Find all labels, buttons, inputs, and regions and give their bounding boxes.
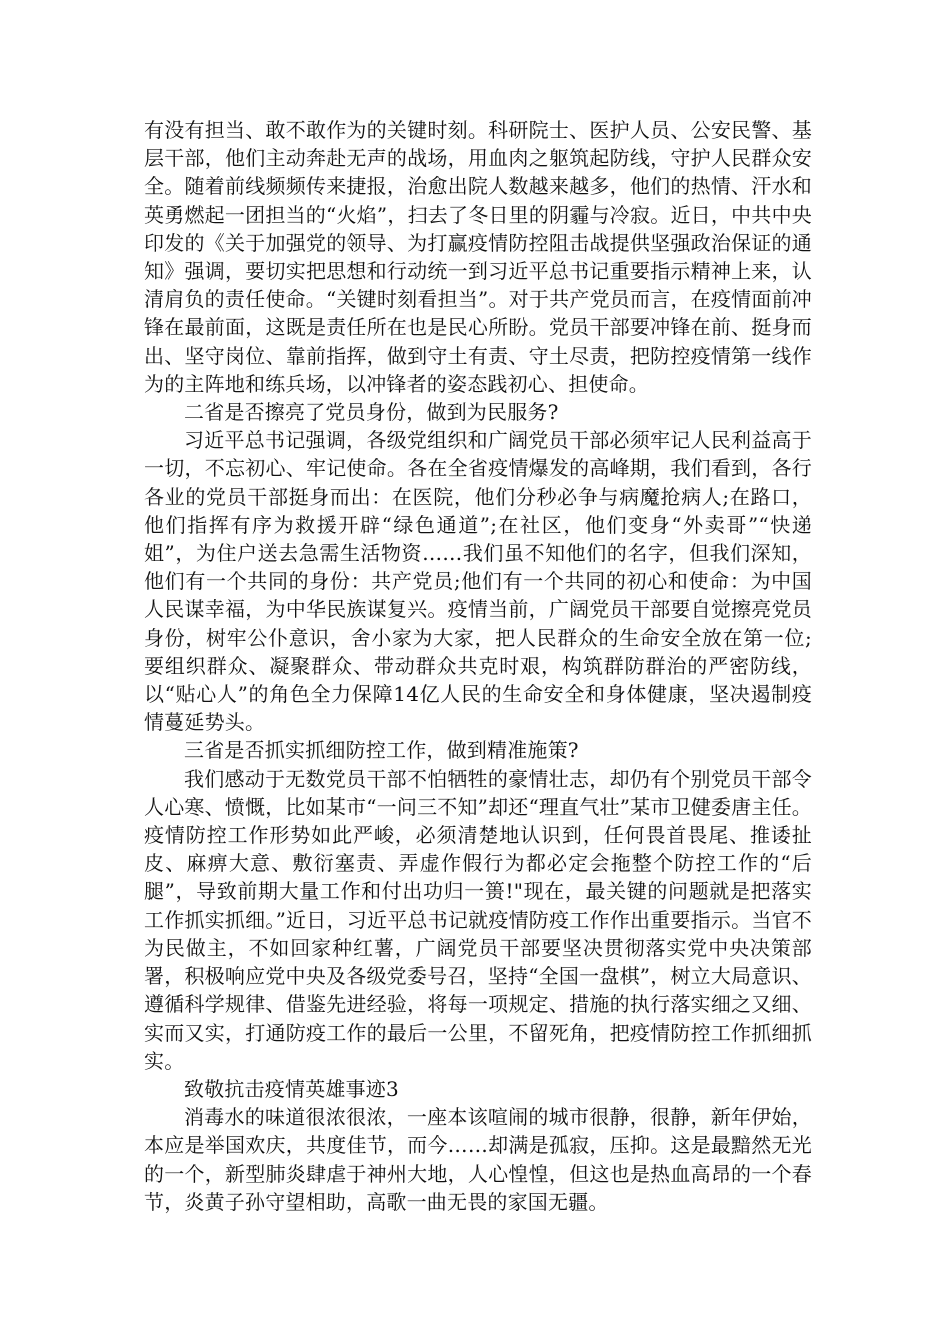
document-page bbox=[144, 116, 812, 1216]
body-paragraph-2: 习近平总书记强调，各级党组织和广阔党员干部必须牢记人民利益高于一切，不忘初心、牢记使命。各在全省疫情爆发的高峰期，我们看到，各行各业的党员干部挺身而出：在医院，他们分秒必争与病魔抢病人;在路口，他们指挥有序为救援开辟“绿色通道”;在社区，他们变身“外卖哥”“快递姐”，为住户送去急需生活物资……我们虽不知他们的名字，但我们深知，他们有一个共同的身份：共产党员;他们有一个共同的初心和使命：为中国人民谋幸福，为中华民族谋复兴。疫情当前，广阔党员干部要自觉擦亮党员身份，树牢公仆意识，舍小家为大家，把人民群众的生命安全放在第一位;要组织群众、凝聚群众、带动群众共克时艰，构筑群防群治的严密防线，以“贴心人”的角色全力保障14亿人民的生命安全和身体健康，坚决遏制疫情蔓延势头。 bbox=[144, 428, 812, 735]
body-paragraph-4: 消毒水的味道很浓很浓，一座本该喧闹的城市很静，很静，新年伊始，本应是举国欢庆，共度佳节，而今……却满是孤寂，压抑。这是最黯然无光的一个，新型肺炎肆虐于神州大地，人心惶惶，但这也是热血高昂的一个春节，炎黄子孙守望相助，高歌一曲无畏的家国无疆。 bbox=[144, 1105, 812, 1214]
article-title-3: 致敬抗击疫情英雄事迹3 bbox=[184, 1076, 399, 1101]
body-paragraph-3: 我们感动于无数党员干部不怕牺牲的豪情壮志，却仍有个别党员干部令人心寒、愤慨，比如某市“一问三不知”却还“理直气壮”某市卫健委唐主任。疫情防控工作形势如此严峻，必须清楚地认识到，任何畏首畏尾、推诿扯皮、麻痹大意、敷衍塞责、弄虚作假行为都必定会拖整个防控工作的“后腿”，导致前期大量工作和付出功归一篑!"现在，最关键的问题就是把落实工作抓实抓细。”近日，习近平总书记就疫情防疫工作作出重要指示。当官不为民做主，不如回家种红薯，广阔党员干部要坚决贯彻落实党中央决策部署，积极响应党中央及各级党委号召，坚持“全国一盘棋”，树立大局意识、遵循科学规律、借鉴先进经验，将每一项规定、措施的执行落实细之又细、实而又实，打通防疫工作的最后一公里，不留死角，把疫情防控工作抓细抓实。 bbox=[144, 766, 812, 1073]
body-paragraph-1: 有没有担当、敢不敢作为的关键时刻。科研院士、医护人员、公安民警、基层干部，他们主动奔赴无声的战场，用血肉之躯筑起防线，守护人民群众安全。随着前线频频传来捷报，治愈出院人数越来越多，他们的热情、汗水和英勇燃起一团担当的“火焰”，扫去了冬日里的阴霾与冷寂。近日，中共中央印发的《关于加强党的领导、为打赢疫情防控阻击战提供坚强政治保证的通知》强调，要切实把思想和行动统一到习近平总书记重要指示精神上来，认清肩负的责任使命。“关键时刻看担当”。对于共产党员而言，在疫情面前冲锋在最前面，这既是责任所在也是民心所盼。党员干部要冲锋在前、挺身而出、坚守岗位、靠前指挥，做到守土有责、守土尽责，把防控疫情第一线作为的主阵地和练兵场，以冲锋者的姿态践初心、担使命。 bbox=[144, 118, 812, 396]
section-heading-2: 二省是否擦亮了党员身份，做到为民服务? bbox=[184, 400, 559, 425]
section-heading-3: 三省是否抓实抓细防控工作，做到精准施策? bbox=[184, 738, 579, 763]
